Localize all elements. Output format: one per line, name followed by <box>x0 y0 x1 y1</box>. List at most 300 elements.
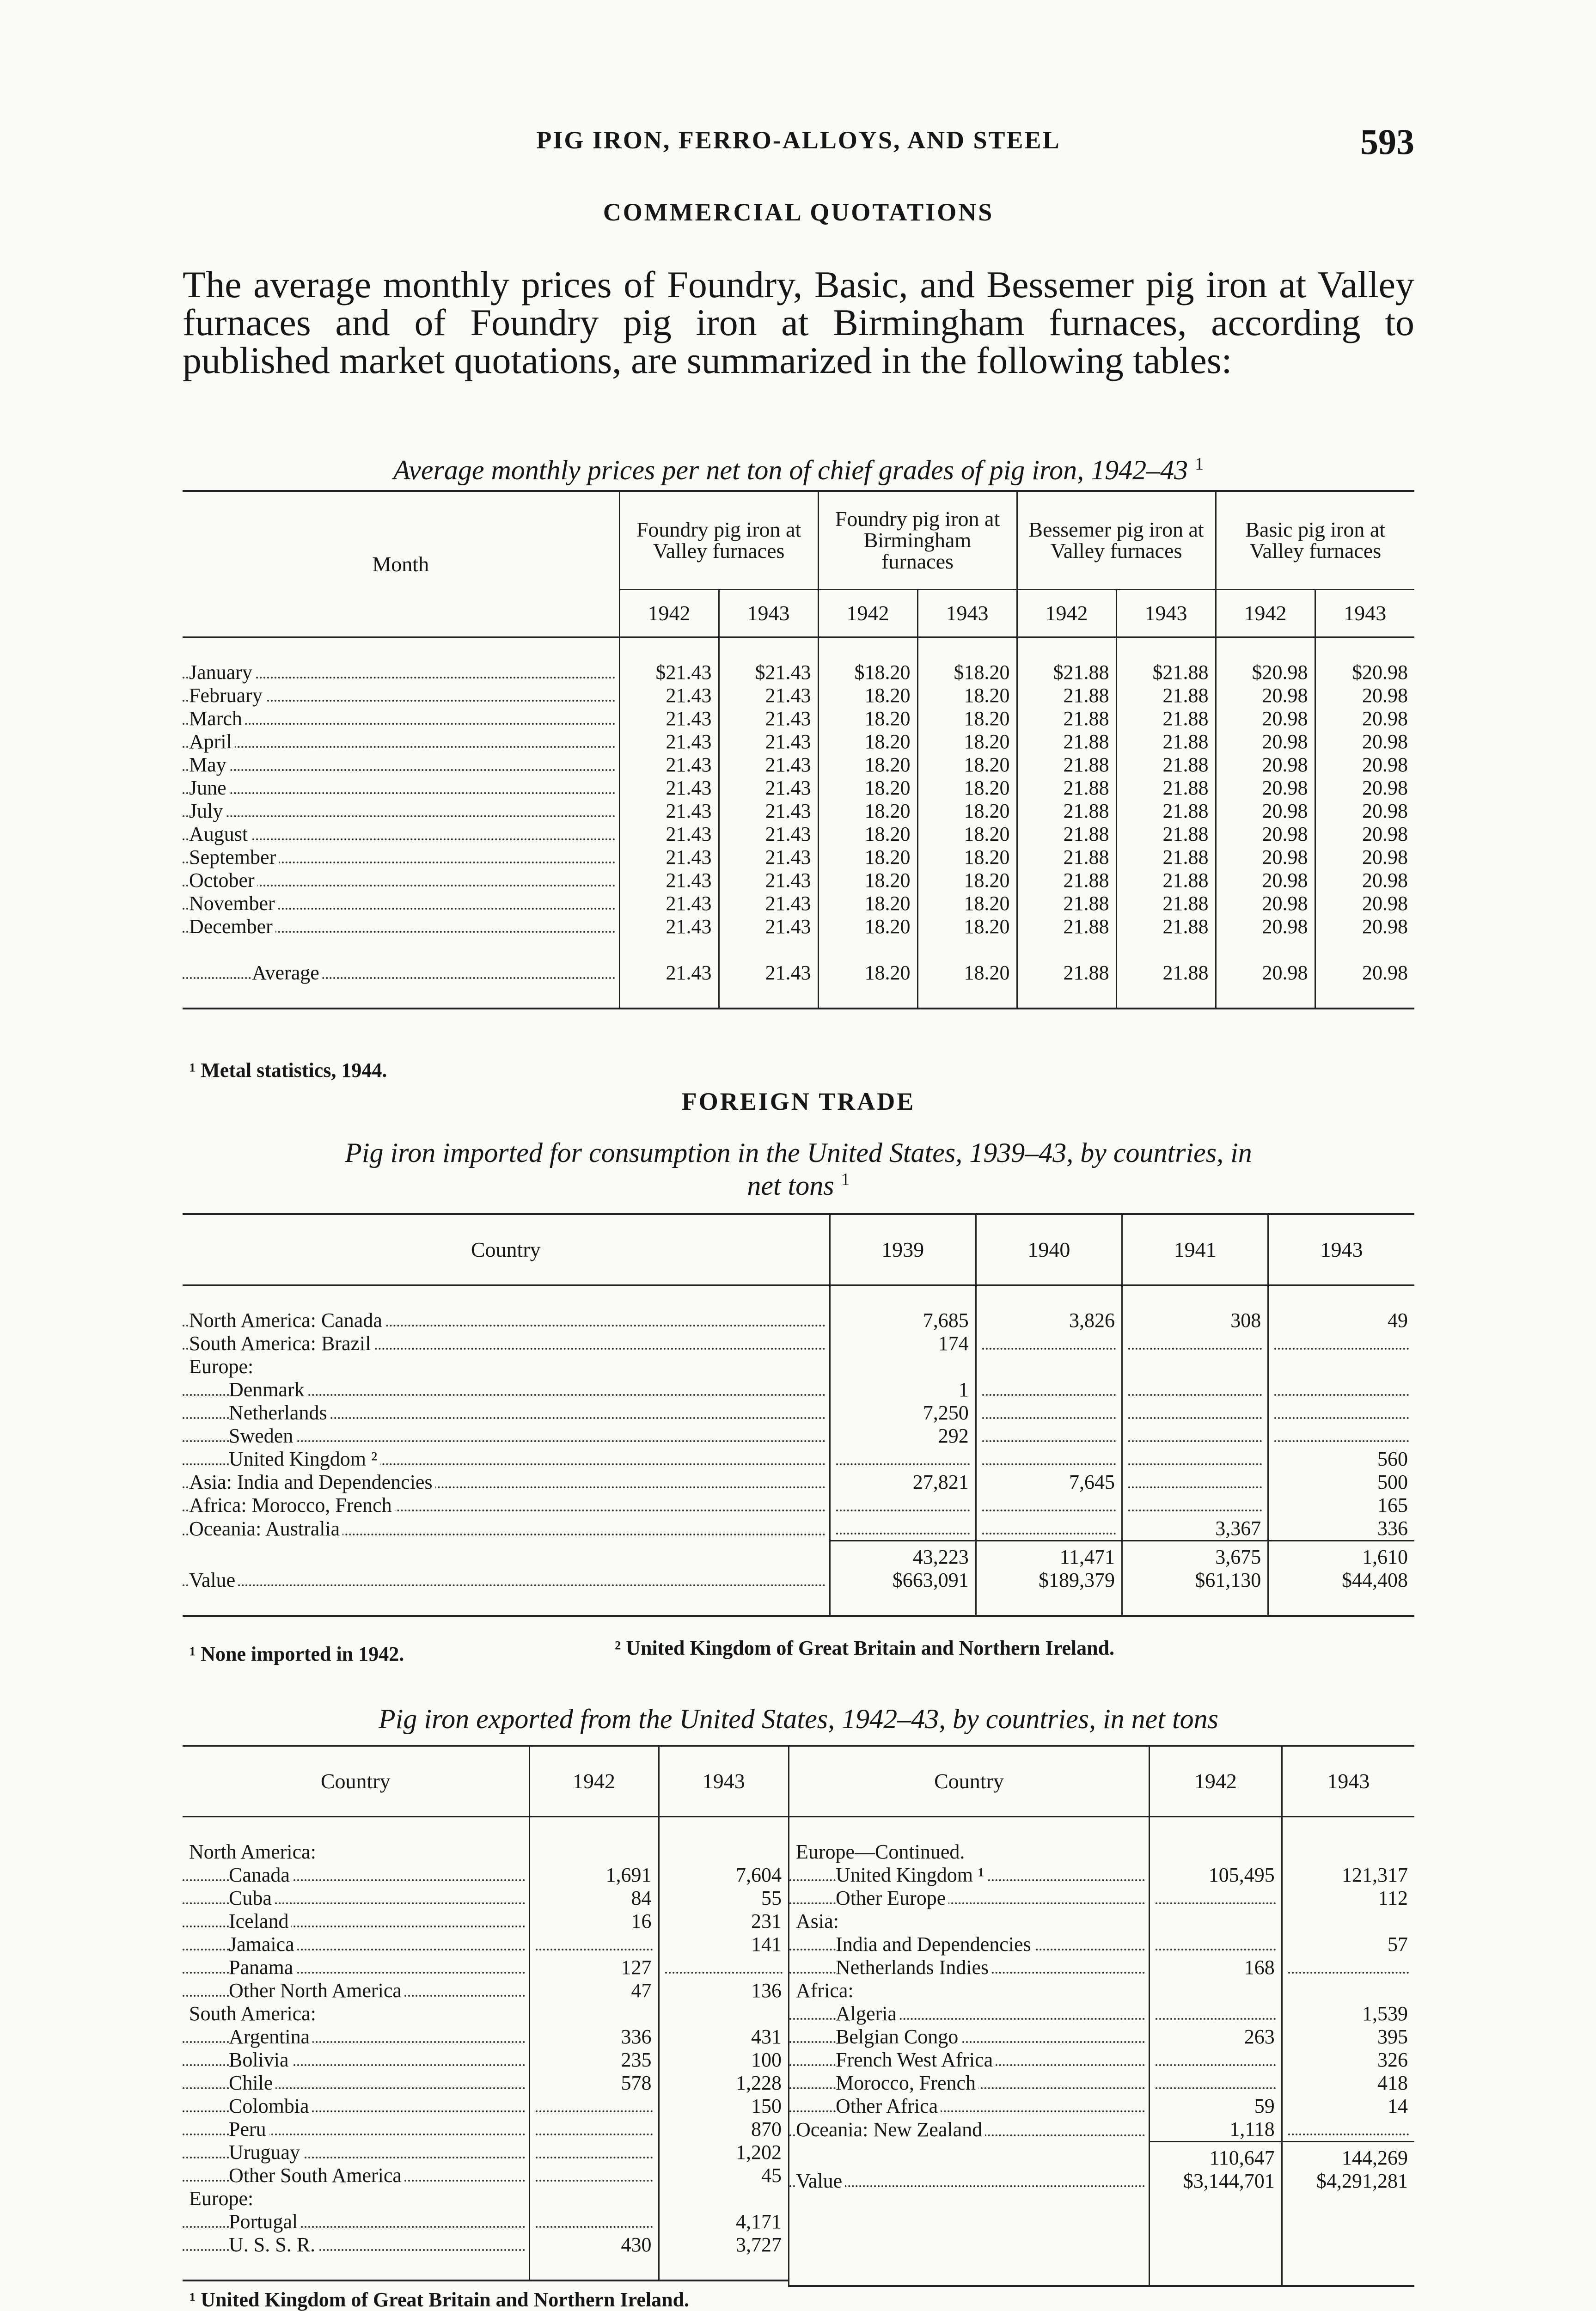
table2-footnote-1: ¹ None imported in 1942. <box>190 1643 404 1665</box>
value-cell: 21.88 <box>1116 892 1216 915</box>
value-cell: 3,367 <box>1122 1517 1268 1541</box>
row-label-text: Asia: India and Dependencies <box>189 1471 435 1493</box>
value-cell: 21.43 <box>619 684 719 707</box>
value-cell: 18.20 <box>917 915 1017 938</box>
value-cell: 18.20 <box>917 707 1017 730</box>
row-label-text: Cuba <box>229 1887 275 1909</box>
empty-cell <box>830 1592 976 1616</box>
spacer-row <box>183 1592 1414 1616</box>
value-cell: 20.98 <box>1315 915 1414 938</box>
table-row <box>183 1864 788 1887</box>
year-header: 1943 <box>1116 590 1216 637</box>
value-cell <box>976 1517 1122 1541</box>
value-cell: 21.43 <box>619 869 719 892</box>
row-label-text: Denmark <box>229 1378 307 1401</box>
table-row <box>183 753 1414 776</box>
row-label-text: Average <box>252 961 322 984</box>
table-row <box>183 1840 788 1864</box>
value-cell: 20.98 <box>1216 730 1315 753</box>
row-label <box>183 707 619 730</box>
spacer <box>183 938 619 961</box>
value-cell: 18.20 <box>818 684 917 707</box>
row-label-text: Portugal <box>229 2210 300 2233</box>
empty-cell <box>1282 2193 1414 2216</box>
row-label-text: Bolivia <box>229 2048 292 2071</box>
empty-cell <box>659 2002 788 2025</box>
row-label-text: South America: <box>189 2002 316 2025</box>
empty-cell <box>1150 1910 1282 1933</box>
year-header: 1943 <box>1282 1746 1414 1817</box>
spacer-row <box>183 1285 1414 1309</box>
value-cell: 18.20 <box>818 823 917 846</box>
row-label-text: September <box>189 846 279 868</box>
average-row <box>183 961 1414 984</box>
empty-cell <box>529 2256 659 2280</box>
empty-cell <box>1150 1979 1282 2002</box>
row-label <box>183 2233 529 2256</box>
table-row <box>789 1910 1415 1933</box>
value-cell: 20.98 <box>1315 707 1414 730</box>
empty-cell <box>818 984 917 1009</box>
row-label-text: Other Africa <box>836 2095 941 2117</box>
empty-cell <box>1216 938 1315 961</box>
empty-cell <box>619 938 719 961</box>
row-label-text: Sweden <box>229 1425 296 1447</box>
row-label <box>183 1910 529 1933</box>
value-cell: 21.43 <box>619 915 719 938</box>
row-label-text: Value <box>189 1569 238 1591</box>
row-label <box>789 2170 1150 2193</box>
table1-footnote: ¹ Metal statistics, 1944. <box>190 1059 387 1082</box>
value-cell: 7,685 <box>830 1309 976 1332</box>
value-cell: 21.43 <box>719 846 818 869</box>
value-cell: 150 <box>659 2095 788 2118</box>
section-heading-commercial-quotations: COMMERCIAL QUOTATIONS <box>603 198 994 226</box>
value-cell <box>1150 2072 1282 2095</box>
row-label <box>183 2048 529 2072</box>
value-cell: 395 <box>1282 2025 1414 2048</box>
table-row <box>183 2002 788 2025</box>
table2-caption-line2: net tons <box>747 1170 834 1201</box>
value-cell: 20.98 <box>1315 869 1414 892</box>
table-row <box>183 2210 788 2233</box>
row-label-text: U. S. S. R. <box>229 2233 318 2256</box>
empty-cell <box>1282 1910 1414 1933</box>
value-cell: 20.98 <box>1216 869 1315 892</box>
spacer <box>789 2193 1150 2216</box>
value-cell: $18.20 <box>917 661 1017 684</box>
value-cell: 21.88 <box>1017 753 1116 776</box>
value-cell: 21.43 <box>719 869 818 892</box>
value-cell: 105,495 <box>1150 1864 1282 1887</box>
row-label <box>183 1517 830 1541</box>
table-row <box>183 776 1414 800</box>
empty-cell <box>917 984 1017 1009</box>
value-cell: $3,144,701 <box>1150 2170 1282 2193</box>
spacer <box>183 1541 830 1569</box>
month-column-header: Month <box>183 491 619 637</box>
value-cell: 21.88 <box>1116 800 1216 823</box>
spacer <box>183 2256 529 2280</box>
value-cell <box>1150 2002 1282 2025</box>
value-cell: 21.88 <box>1116 869 1216 892</box>
value-cell: 174 <box>830 1332 976 1355</box>
value-cell: 14 <box>1282 2095 1414 2118</box>
table-row <box>183 2095 788 2118</box>
value-cell: 18.20 <box>818 730 917 753</box>
value-cell <box>976 1332 1122 1355</box>
value-cell <box>1282 1956 1414 1979</box>
row-label <box>789 1864 1150 1887</box>
empty-cell <box>1150 1840 1282 1864</box>
value-cell: 7,645 <box>976 1471 1122 1494</box>
spacer <box>183 1285 830 1309</box>
value-cell: 18.20 <box>917 753 1017 776</box>
value-cell <box>1268 1378 1414 1401</box>
row-label-text: May <box>189 753 229 776</box>
table-row <box>183 1401 1414 1425</box>
year-header: 1942 <box>529 1746 659 1817</box>
value-cell <box>830 1494 976 1517</box>
table-row <box>183 1355 1414 1378</box>
value-cell: 20.98 <box>1315 846 1414 869</box>
value-cell <box>830 1448 976 1471</box>
value-cell: 21.43 <box>619 800 719 823</box>
value-cell: 500 <box>1268 1471 1414 1494</box>
value-cell: 18.20 <box>917 823 1017 846</box>
table-row <box>183 2187 788 2210</box>
value-cell: 21.88 <box>1116 961 1216 984</box>
row-label-text: Oceania: New Zealand <box>796 2118 985 2141</box>
value-cell: 127 <box>529 1956 659 1979</box>
total-cell: 11,471 <box>976 1541 1122 1569</box>
value-cell: 431 <box>659 2025 788 2048</box>
empty-cell <box>976 1285 1122 1309</box>
year-header: 1942 <box>619 590 719 637</box>
value-cell: 21.88 <box>1116 776 1216 800</box>
value-cell: 1,202 <box>659 2141 788 2164</box>
row-label-text: Europe: <box>189 1355 254 1378</box>
country-column-header: Country <box>183 1746 529 1817</box>
row-label <box>183 961 619 984</box>
prices-table <box>183 490 1414 1009</box>
row-label-text: Netherlands <box>229 1401 330 1424</box>
row-label <box>183 869 619 892</box>
group-header: Bessemer pig iron at Valley furnaces <box>1017 491 1216 590</box>
table-row <box>183 2048 788 2072</box>
total-cell: 3,675 <box>1122 1541 1268 1569</box>
row-label-text: Panama <box>229 1956 296 1979</box>
row-label <box>183 800 619 823</box>
row-label <box>789 1933 1150 1956</box>
value-cell: 18.20 <box>917 961 1017 984</box>
value-cell: 21.88 <box>1017 846 1116 869</box>
empty-cell <box>1150 2262 1282 2286</box>
row-label-text: Morocco, French <box>836 2072 978 2094</box>
value-cell: 418 <box>1282 2072 1414 2095</box>
empty-cell <box>529 1840 659 1864</box>
row-label-text: Asia: <box>796 1910 839 1932</box>
value-cell: 18.20 <box>917 684 1017 707</box>
year-header: 1943 <box>719 590 818 637</box>
group-header: Basic pig iron at Valley furnaces <box>1216 491 1414 590</box>
row-label <box>183 2025 529 2048</box>
value-cell: 21.88 <box>1116 823 1216 846</box>
empty-cell <box>659 2187 788 2210</box>
row-label <box>183 1355 830 1378</box>
row-label-text: Jamaica <box>229 1933 297 1956</box>
table-row <box>789 2002 1415 2025</box>
value-cell <box>1268 1425 1414 1448</box>
value-cell: 20.98 <box>1216 776 1315 800</box>
row-label <box>789 2095 1150 2118</box>
row-label <box>789 2072 1150 2095</box>
table-row <box>183 2233 788 2256</box>
table-row <box>183 707 1414 730</box>
empty-cell <box>1268 1355 1414 1378</box>
table-row <box>183 1979 788 2002</box>
value-cell <box>1150 1887 1282 1910</box>
value-cell: 20.98 <box>1216 892 1315 915</box>
empty-cell <box>659 1840 788 1864</box>
empty-cell <box>976 1592 1122 1616</box>
table-row <box>183 2118 788 2141</box>
row-label-text: Uruguay <box>229 2141 303 2164</box>
footnote-mark: 1 <box>841 1170 850 1189</box>
row-label <box>183 2164 529 2187</box>
row-label <box>183 661 619 684</box>
table-row <box>183 661 1414 684</box>
empty-cell <box>1150 2239 1282 2262</box>
value-cell: 18.20 <box>818 961 917 984</box>
value-cell <box>659 1956 788 1979</box>
row-label <box>183 2187 529 2210</box>
value-cell: 20.98 <box>1315 730 1414 753</box>
year-header: 1943 <box>1315 590 1414 637</box>
total-cell: 144,269 <box>1282 2142 1414 2170</box>
table1-caption: Average monthly prices per net ton of chief grades of pig iron, 1942–43 $^1$ <box>393 454 1204 485</box>
value-cell: 336 <box>1268 1517 1414 1541</box>
value-cell: 16 <box>529 1910 659 1933</box>
value-cell: 21.43 <box>719 800 818 823</box>
row-label <box>789 1979 1150 2002</box>
spacer <box>183 1817 529 1841</box>
group-header: Foundry pig iron at Birmingham furnaces <box>818 491 1017 590</box>
value-cell: 112 <box>1282 1887 1414 1910</box>
table-row <box>183 1471 1414 1494</box>
year-header: 1943 <box>659 1746 788 1817</box>
value-cell: $189,379 <box>976 1569 1122 1592</box>
row-label <box>183 1864 529 1887</box>
value-cell: 21.43 <box>619 823 719 846</box>
value-cell <box>529 2141 659 2164</box>
row-label <box>789 2025 1150 2048</box>
value-cell: 21.88 <box>1017 823 1116 846</box>
value-cell: 7,604 <box>659 1864 788 1887</box>
empty-cell <box>1315 984 1414 1009</box>
value-cell: 21.88 <box>1017 892 1116 915</box>
row-label <box>183 1401 830 1425</box>
value-cell: 578 <box>529 2072 659 2095</box>
table-row <box>183 1378 1414 1401</box>
value-cell: 18.20 <box>818 800 917 823</box>
row-label-text: North America: Canada <box>189 1309 385 1332</box>
value-cell: 168 <box>1150 1956 1282 1979</box>
value-cell: 55 <box>659 1887 788 1910</box>
value-cell <box>1268 1332 1414 1355</box>
value-cell <box>1150 2048 1282 2072</box>
spacer-row <box>789 2216 1415 2239</box>
year-header: 1942 <box>818 590 917 637</box>
value-cell: 21.88 <box>1116 846 1216 869</box>
total-row <box>789 2142 1415 2170</box>
row-label-text: June <box>189 776 229 799</box>
value-cell: $20.98 <box>1315 661 1414 684</box>
row-label <box>183 776 619 800</box>
value-cell: 18.20 <box>818 776 917 800</box>
value-cell: 292 <box>830 1425 976 1448</box>
table-row <box>183 1517 1414 1541</box>
value-cell: $18.20 <box>818 661 917 684</box>
value-cell: 336 <box>529 2025 659 2048</box>
row-label <box>789 1840 1150 1864</box>
row-label <box>183 1840 529 1864</box>
table-row <box>183 1425 1414 1448</box>
total-cell: 1,610 <box>1268 1541 1414 1569</box>
empty-cell <box>659 2256 788 2280</box>
value-cell: 45 <box>659 2164 788 2187</box>
value-cell: 20.98 <box>1216 684 1315 707</box>
row-label-text: March <box>189 707 245 730</box>
exports-table-left <box>183 1745 788 2281</box>
empty-cell <box>1122 1592 1268 1616</box>
value-cell <box>1122 1471 1268 1494</box>
table-row <box>789 2118 1415 2142</box>
table-row <box>183 869 1414 892</box>
row-label-text: South America: Brazil <box>189 1332 373 1355</box>
table-row <box>183 823 1414 846</box>
value-cell: $61,130 <box>1122 1569 1268 1592</box>
row-label-text: December <box>189 915 275 938</box>
row-label <box>183 684 619 707</box>
row-label-text: Other North America <box>229 1979 404 2002</box>
value-cell: 21.88 <box>1017 800 1116 823</box>
value-cell: 21.43 <box>619 892 719 915</box>
row-label-text: Oceania: Australia <box>189 1517 342 1540</box>
value-cell: 326 <box>1282 2048 1414 2072</box>
value-row <box>183 1569 1414 1592</box>
row-label <box>183 753 619 776</box>
row-label <box>183 846 619 869</box>
table-row <box>789 2048 1415 2072</box>
value-cell: 1,539 <box>1282 2002 1414 2025</box>
value-cell <box>1122 1448 1268 1471</box>
empty-cell <box>1017 938 1116 961</box>
row-label <box>183 1378 830 1401</box>
spacer <box>789 2142 1150 2170</box>
empty-cell <box>830 1355 976 1378</box>
row-label <box>183 1933 529 1956</box>
spacer-row <box>183 938 1414 961</box>
table-row <box>183 846 1414 869</box>
value-cell: 21.88 <box>1116 730 1216 753</box>
row-label-text: August <box>189 823 251 845</box>
value-cell: 21.88 <box>1116 684 1216 707</box>
table-row <box>183 1910 788 1933</box>
table3-footnote: ¹ United Kingdom of Great Britain and Northern Ireland. <box>190 2288 690 2311</box>
value-cell: 20.98 <box>1315 684 1414 707</box>
year-header: 1942 <box>1150 1746 1282 1817</box>
value-cell: 1,118 <box>1150 2118 1282 2142</box>
row-label <box>183 1494 830 1517</box>
row-label <box>183 1425 830 1448</box>
row-label <box>183 2141 529 2164</box>
value-cell <box>1150 1933 1282 1956</box>
value-cell: 21.43 <box>619 730 719 753</box>
value-cell: 21.43 <box>619 753 719 776</box>
row-label <box>183 1887 529 1910</box>
table-row <box>789 1864 1415 1887</box>
year-header: 1941 <box>1122 1214 1268 1285</box>
row-label-text: United Kingdom ¹ <box>836 1864 987 1886</box>
value-cell: 18.20 <box>917 800 1017 823</box>
empty-cell <box>659 1817 788 1841</box>
row-label-text: Colombia <box>229 2095 312 2117</box>
row-label-text: Africa: Morocco, French <box>189 1494 395 1516</box>
value-cell: 263 <box>1150 2025 1282 2048</box>
row-label <box>183 2210 529 2233</box>
empty-cell <box>1282 1817 1414 1841</box>
value-cell: 21.43 <box>719 892 818 915</box>
empty-cell <box>1216 984 1315 1009</box>
value-cell: 21.88 <box>1017 730 1116 753</box>
empty-cell <box>1282 2216 1414 2239</box>
empty-cell <box>719 938 818 961</box>
running-header <box>183 121 1414 162</box>
value-cell: 3,826 <box>976 1309 1122 1332</box>
value-cell: 21.88 <box>1017 961 1116 984</box>
value-cell <box>976 1425 1122 1448</box>
value-cell: 18.20 <box>917 730 1017 753</box>
value-cell: 21.43 <box>719 684 818 707</box>
value-cell <box>529 2095 659 2118</box>
row-label <box>183 1309 830 1332</box>
spacer-row <box>183 984 1414 1009</box>
row-label-text: Peru <box>229 2118 269 2140</box>
empty-cell <box>529 1817 659 1841</box>
table-row <box>183 2025 788 2048</box>
row-label-text: North America: <box>189 1840 316 1863</box>
table-row <box>789 1979 1415 2002</box>
empty-cell <box>1150 2216 1282 2239</box>
value-cell: 20.98 <box>1216 915 1315 938</box>
value-cell: 18.20 <box>818 915 917 938</box>
value-cell <box>976 1378 1122 1401</box>
spacer-row <box>789 2262 1415 2286</box>
table-row <box>183 892 1414 915</box>
value-cell: $21.43 <box>619 661 719 684</box>
empty-cell <box>818 938 917 961</box>
group-header: Foundry pig iron at Valley furnaces <box>619 491 818 590</box>
page-number: 593 <box>1360 122 1414 162</box>
value-cell: 21.43 <box>719 753 818 776</box>
table2-caption-line1: Pig iron imported for consumption in the United States, 1939–43, by countries, in <box>345 1137 1252 1168</box>
value-cell: 21.43 <box>619 961 719 984</box>
row-label-text: January <box>189 661 255 684</box>
value-cell: 20.98 <box>1216 800 1315 823</box>
table-row <box>183 915 1414 938</box>
value-cell: 231 <box>659 1910 788 1933</box>
